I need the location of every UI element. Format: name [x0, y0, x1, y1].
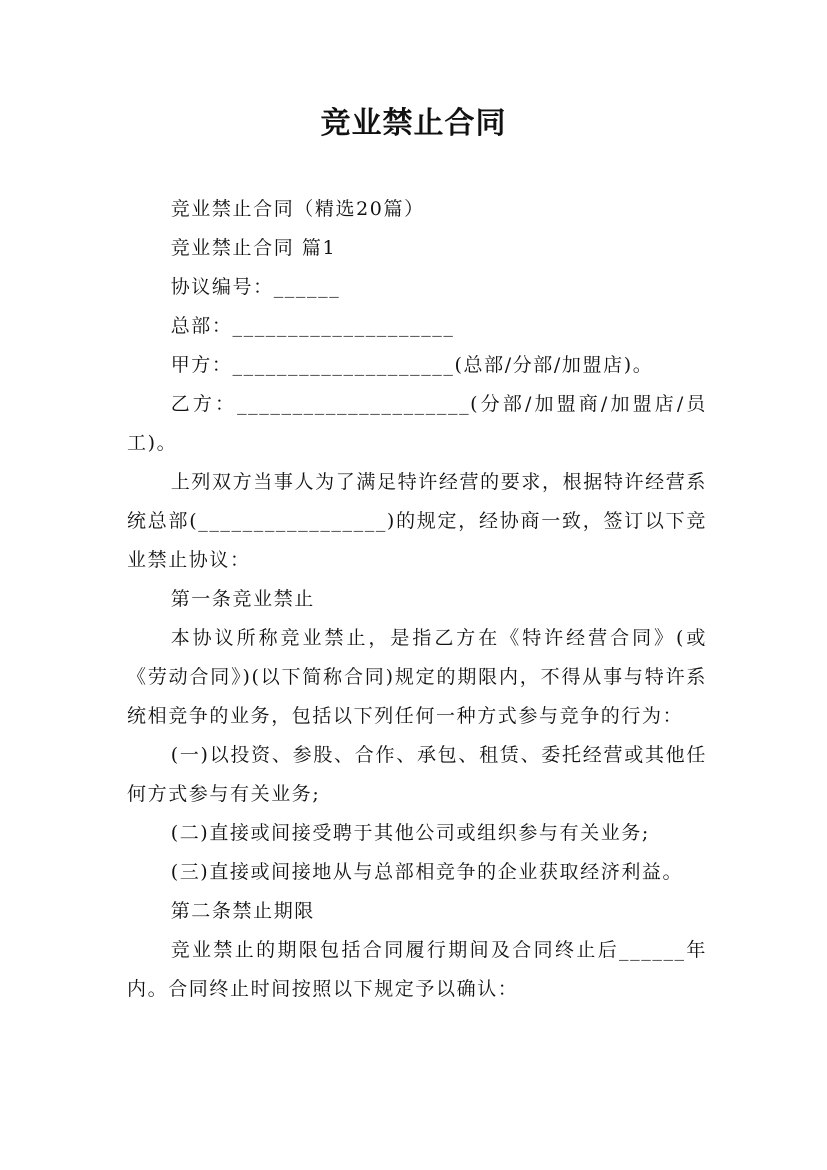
document-title: 竞业禁止合同	[320, 106, 507, 141]
headquarters-line: 总部：____________________	[170, 315, 455, 337]
article-1-heading: 第一条竞业禁止	[170, 588, 315, 610]
preamble-paragraph: 上列双方当事人为了满足特许经营的要求，根据特许经营系统总部(_________________)的规定，经协商一致，签订以下竞业禁止协议：	[127, 471, 707, 571]
subtitle-paragraph: 竞业禁止合同（精选20篇）	[170, 198, 425, 220]
article-2-body: 竞业禁止的期限包括合同履行期间及合同终止后______年内。合同终止时间按照以下规定予以确认：	[127, 939, 707, 1000]
party-b-line: 乙方：_____________________(分部/加盟商/加盟店/员工)。	[127, 393, 707, 454]
party-a-line: 甲方：____________________(总部/分部/加盟店)。	[170, 354, 654, 376]
agreement-number-line: 协议编号：______	[170, 276, 341, 298]
clause-2: (二)直接或间接受聘于其他公司或组织参与有关业务;	[170, 822, 650, 844]
clause-1: (一)以投资、参股、合作、承包、租赁、委托经营或其他任何方式参与有关业务;	[127, 744, 707, 805]
document-body	[127, 190, 707, 1009]
section-heading: 竞业禁止合同 篇1	[170, 237, 337, 259]
article-1-body: 本协议所称竞业禁止，是指乙方在《特许经营合同》(或《劳动合同》)(以下简称合同)规定的期限内，不得从事与特许系统相竞争的业务，包括以下列任何一种方式参与竞争的行为：	[127, 627, 707, 727]
article-2-heading: 第二条禁止期限	[170, 900, 315, 922]
clause-3: (三)直接或间接地从与总部相竞争的企业获取经济利益。	[170, 861, 684, 883]
